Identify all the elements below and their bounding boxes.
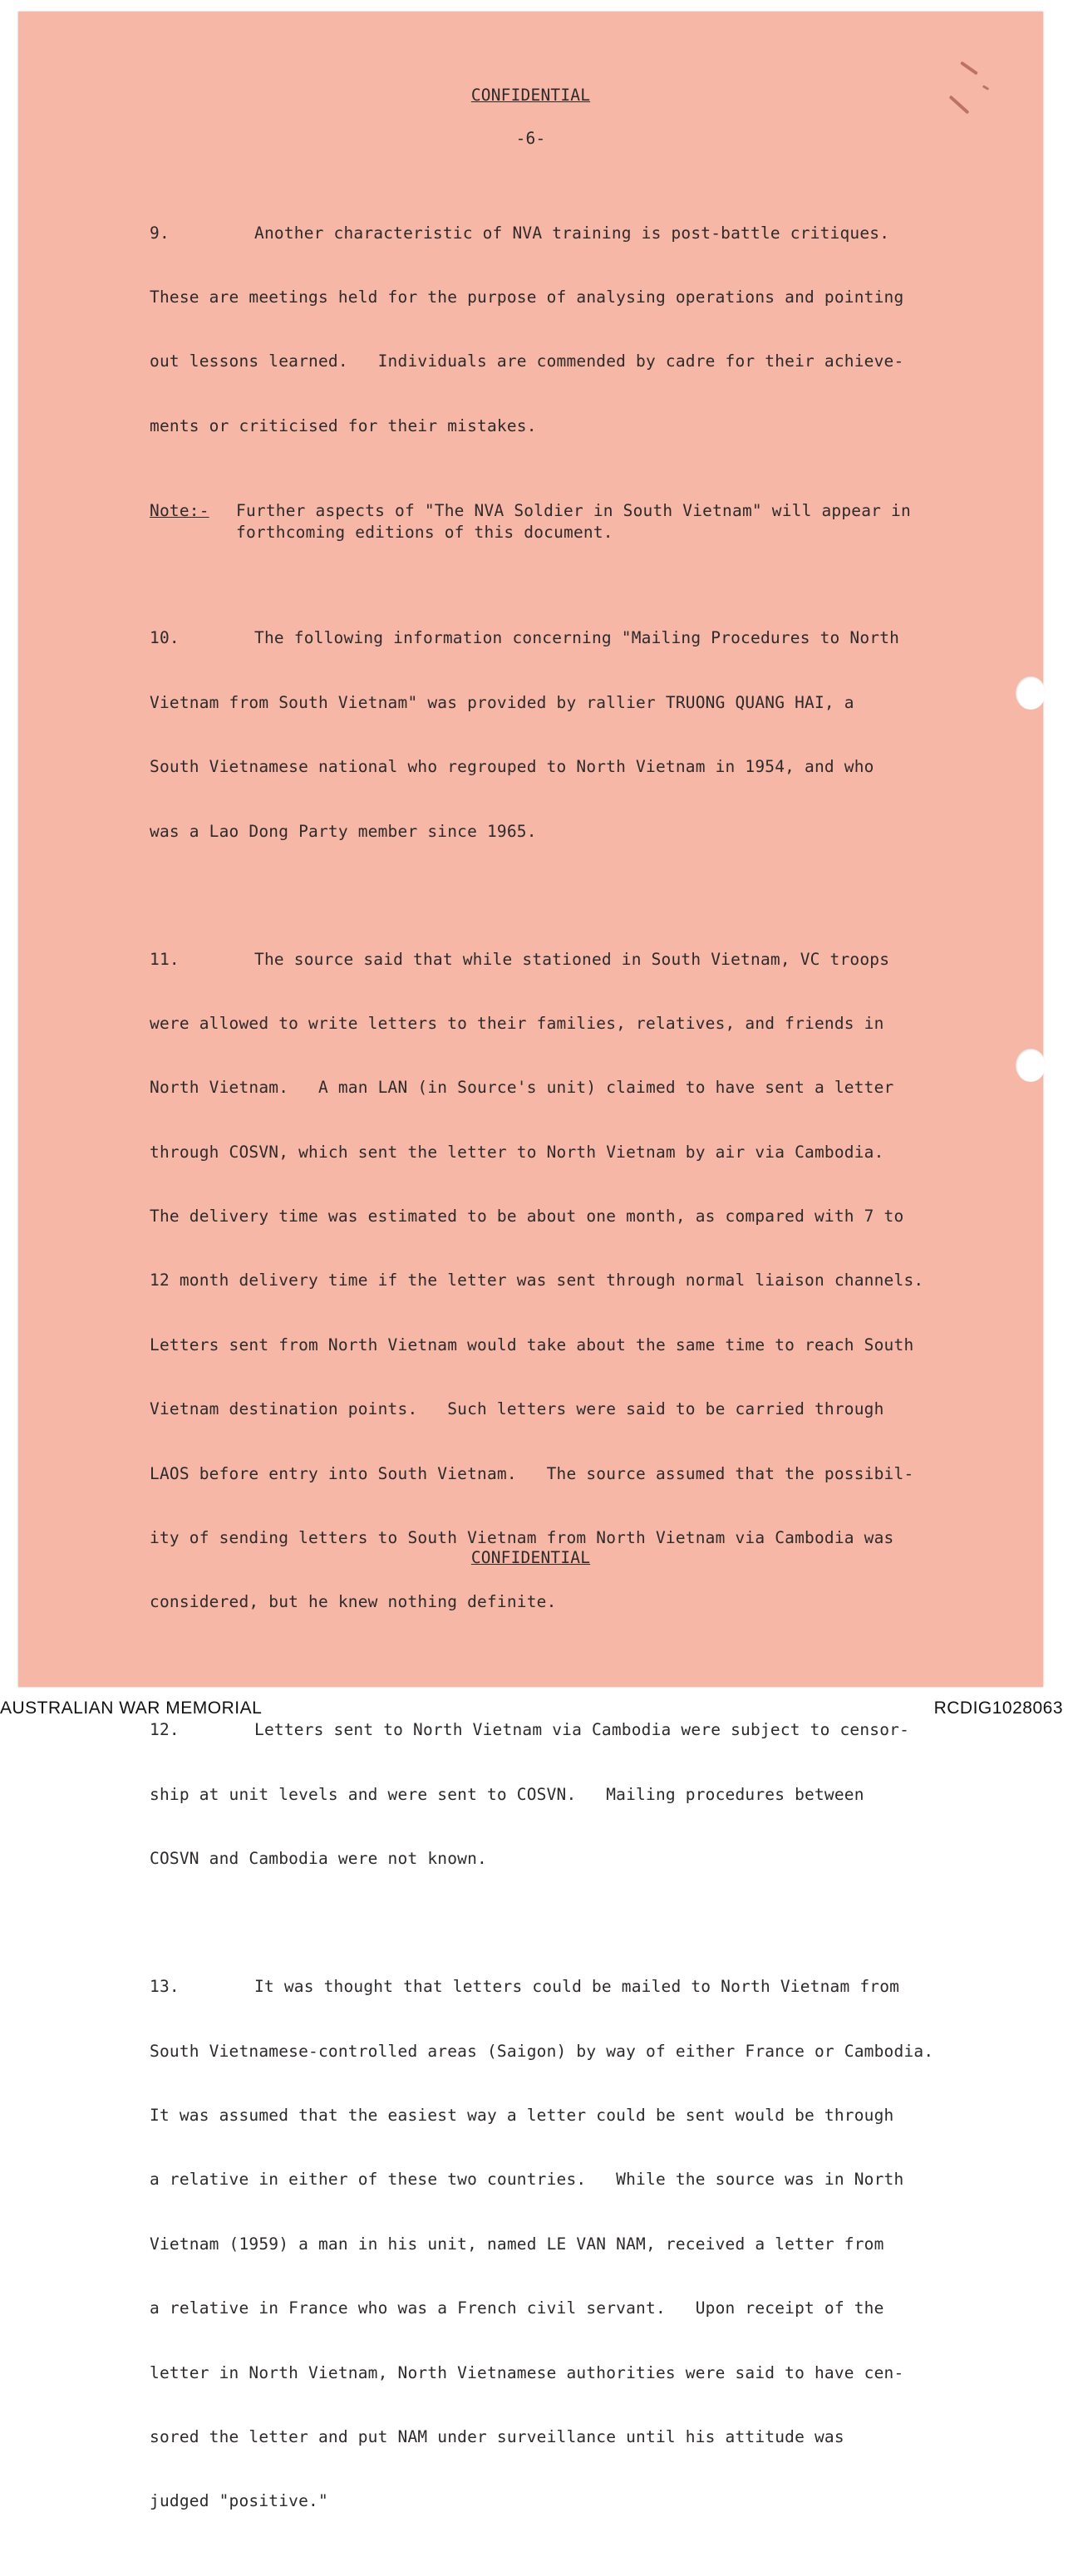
paragraph-10 bbox=[150, 585, 981, 885]
paragraph-9 bbox=[150, 179, 981, 479]
paragraph-line: 12 month delivery time if the letter was sent through normal liaison channels. bbox=[150, 1271, 924, 1290]
paragraph-line: North Vietnam. A man LAN (in Source's unit) claimed to have sent a letter bbox=[150, 1078, 894, 1098]
paragraph-line: a relative in France who was a French civil servant. Upon receipt of the bbox=[150, 2298, 884, 2318]
paragraph-12 bbox=[150, 1677, 981, 1913]
paragraph-line: through COSVN, which sent the letter to North Vietnam by air via Cambodia. bbox=[150, 1142, 884, 1162]
paragraph-line: sored the letter and put NAM under surveillance until his attitude was bbox=[150, 2426, 844, 2446]
paragraph-line: ments or criticised for their mistakes. bbox=[150, 415, 537, 435]
paragraph-11 bbox=[150, 906, 981, 1656]
header-classification: CONFIDENTIAL bbox=[470, 86, 591, 105]
archive-source-label: AUSTRALIAN WAR MEMORIAL bbox=[0, 1698, 263, 1718]
paragraph-number: 12. bbox=[150, 1720, 180, 1740]
paragraph-line: The delivery time was estimated to be about one month, as compared with 7 to bbox=[150, 1207, 904, 1227]
punch-hole bbox=[1016, 1049, 1046, 1082]
paragraph-13 bbox=[150, 1934, 981, 2555]
paragraph-line: Letters sent to North Vietnam via Cambodia were subject to censor- bbox=[254, 1720, 910, 1740]
note-line: Further aspects of "The NVA Soldier in South Vietnam" will appear in bbox=[236, 501, 911, 521]
paragraph-line: ship at unit levels and were sent to COSVN. Mailing procedures between bbox=[150, 1784, 864, 1804]
paragraph-line: letter in North Vietnam, North Vietnamese authorities were said to have cen- bbox=[150, 2362, 904, 2382]
footer-classification: CONFIDENTIAL bbox=[470, 1548, 591, 1567]
paragraph-line: COSVN and Cambodia were not known. bbox=[150, 1849, 487, 1869]
paragraph-line: Another characteristic of NVA training is post-battle critiques. bbox=[254, 223, 890, 243]
paragraph-line: out lessons learned. Individuals are commended by cadre for their achieve- bbox=[150, 351, 904, 371]
paragraph-line: The source said that while stationed in South Vietnam, VC troops bbox=[254, 949, 890, 969]
page-number: -6- bbox=[515, 129, 546, 148]
paragraph-line: It was assumed that the easiest way a letter could be sent would be through bbox=[150, 2105, 894, 2125]
paragraph-number: 11. bbox=[150, 949, 180, 969]
archive-reference-label: RCDIG1028063 bbox=[933, 1698, 1063, 1718]
paragraph-line: South Vietnamese national who regrouped to North Vietnam in 1954, and who bbox=[150, 757, 874, 777]
paragraph-line: Vietnam (1959) a man in his unit, named LE VAN NAM, received a letter from bbox=[150, 2234, 884, 2254]
paragraph-line: These are meetings held for the purpose of analysing operations and pointing bbox=[150, 287, 904, 307]
paragraph-number: 10. bbox=[150, 628, 180, 648]
note-block bbox=[150, 500, 981, 543]
paragraph-line: Vietnam destination points. Such letters were said to be carried through bbox=[150, 1399, 884, 1419]
staple-mark bbox=[960, 61, 978, 75]
paragraph-line: were allowed to write letters to their families, relatives, and friends in bbox=[150, 1013, 884, 1033]
paragraph-line: Vietnam from South Vietnam" was provided by rallier TRUONG QUANG HAI, a bbox=[150, 692, 854, 712]
punch-hole bbox=[1016, 676, 1046, 710]
paragraph-line: a relative in either of these two countries. While the source was in North bbox=[150, 2170, 904, 2190]
paragraph-line: Letters sent from North Vietnam would take about the same time to reach South bbox=[150, 1335, 914, 1354]
paragraph-number: 13. bbox=[150, 1977, 180, 1997]
note-label: Note:- bbox=[150, 501, 209, 521]
paragraph-number: 9. bbox=[150, 223, 170, 243]
paragraph-line: LAOS before entry into South Vietnam. The source assumed that the possibil- bbox=[150, 1463, 914, 1483]
paragraph-line: The following information concerning "Mailing Procedures to North bbox=[254, 628, 900, 648]
paragraph-line: South Vietnamese-controlled areas (Saigon) by way of either France or Cambodia. bbox=[150, 2041, 934, 2061]
note-line: forthcoming editions of this document. bbox=[236, 522, 613, 542]
document-body bbox=[150, 179, 981, 2576]
paragraph-line: judged "positive." bbox=[150, 2491, 328, 2511]
paragraph-line: It was thought that letters could be mailed to North Vietnam from bbox=[254, 1977, 900, 1997]
paragraph-line: ity of sending letters to South Vietnam from North Vietnam via Cambodia was bbox=[150, 1528, 894, 1548]
paragraph-line: was a Lao Dong Party member since 1965. bbox=[150, 821, 537, 841]
paragraph-line: considered, but he knew nothing definite. bbox=[150, 1592, 557, 1612]
